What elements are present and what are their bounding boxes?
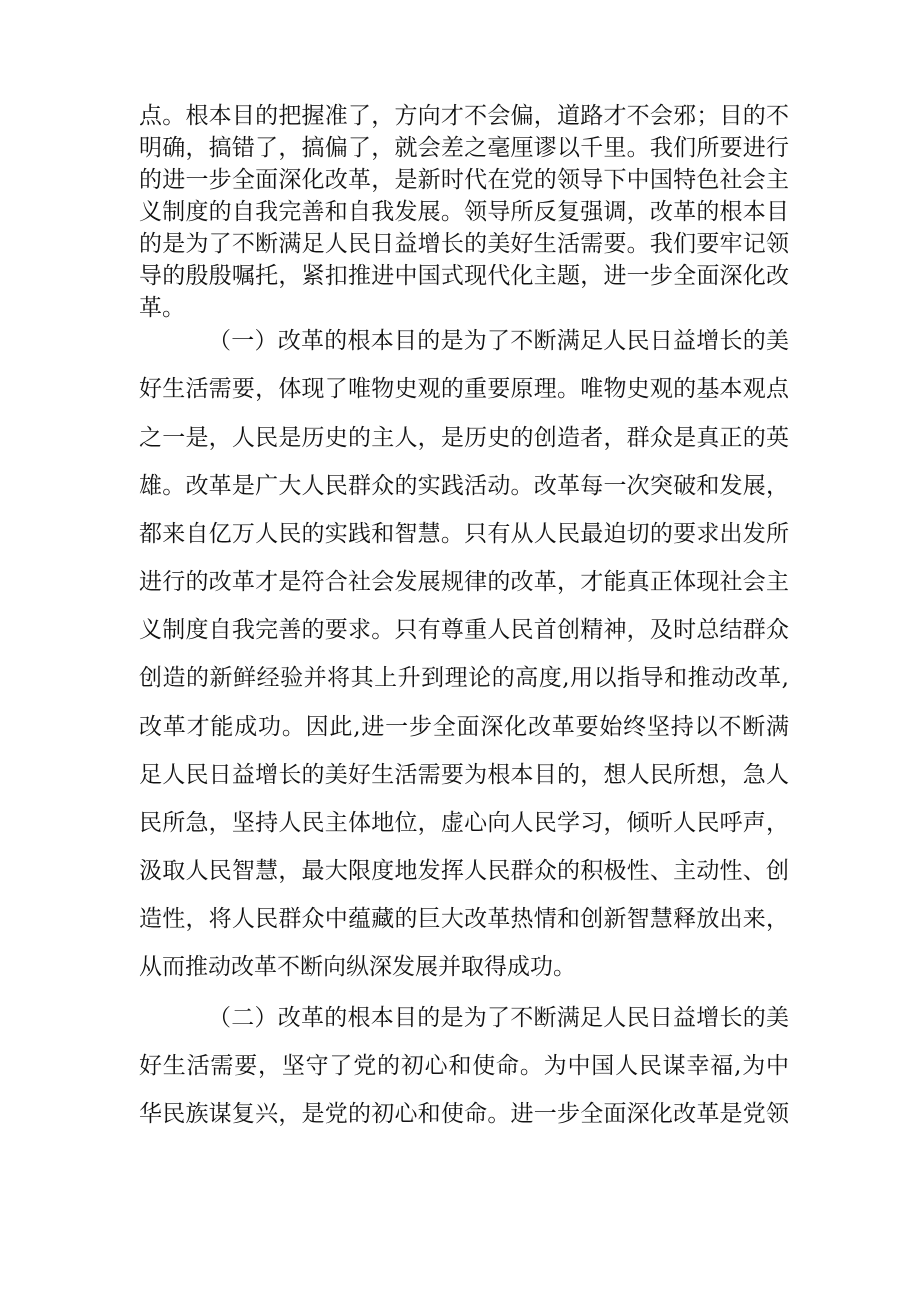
text-line: 雄。改革是广大人民群众的实践活动。改革每一次突破和发展， [139, 473, 789, 499]
text-line: 汲取人民智慧，最大限度地发挥人民群众的积极性、主动性、创 [139, 858, 789, 884]
text-line: 民所急，坚持人民主体地位，虚心向人民学习，倾听人民呼声， [139, 810, 789, 836]
text-line: 好生活需要，体现了唯物史观的重要原理。唯物史观的基本观点 [139, 376, 789, 402]
text-line: 义制度自我完善的要求。只有尊重人民首创精神，及时总结群众 [139, 617, 789, 643]
text-line: 之一是，人民是历史的主人，是历史的创造者，群众是真正的英 [139, 425, 789, 451]
text-line: 创造的新鲜经验并将其上升到理论的高度,用以指导和推动改革, [139, 665, 789, 691]
text-line: 义制度的自我完善和自我发展。领导所反复强调，改革的根本目 [139, 199, 789, 225]
text-line: 导的殷殷嘱托，紧扣推进中国式现代化主题，进一步全面深化改 [139, 263, 789, 289]
text-line: 革。 [139, 295, 185, 321]
text-line: 的是为了不断满足人民日益增长的美好生活需要。我们要牢记领 [139, 231, 789, 257]
text-line: 明确，搞错了，搞偏了，就会差之毫厘谬以千里。我们所要进行 [139, 135, 789, 161]
section-heading-line: （二）改革的根本目的是为了不断满足人民日益增长的美 [208, 1005, 789, 1031]
text-line: 从而推动改革不断向纵深发展并取得成功。 [139, 954, 576, 980]
text-line: 改革才能成功。因此,进一步全面深化改革要始终坚持以不断满 [139, 714, 789, 740]
text-line: 点。根本目的把握准了，方向才不会偏，道路才不会邪；目的不 [139, 103, 789, 129]
text-line: 好生活需要，坚守了党的初心和使命。为中国人民谋幸福,为中 [139, 1053, 789, 1079]
text-line: 都来自亿万人民的实践和智慧。只有从人民最迫切的要求出发所 [139, 521, 789, 547]
section-heading-line: （一）改革的根本目的是为了不断满足人民日益增长的美 [208, 328, 789, 354]
text-line: 足人民日益增长的美好生活需要为根本目的，想人民所想，急人 [139, 762, 789, 788]
text-line: 的进一步全面深化改革，是新时代在党的领导下中国特色社会主 [139, 167, 789, 193]
text-line: 进行的改革才是符合社会发展规律的改革，才能真正体现社会主 [139, 569, 789, 595]
text-line: 华民族谋复兴，是党的初心和使命。进一步全面深化改革是党领 [139, 1101, 789, 1127]
text-line: 造性，将人民群众中蕴藏的巨大改革热情和创新智慧释放出来， [139, 906, 789, 932]
